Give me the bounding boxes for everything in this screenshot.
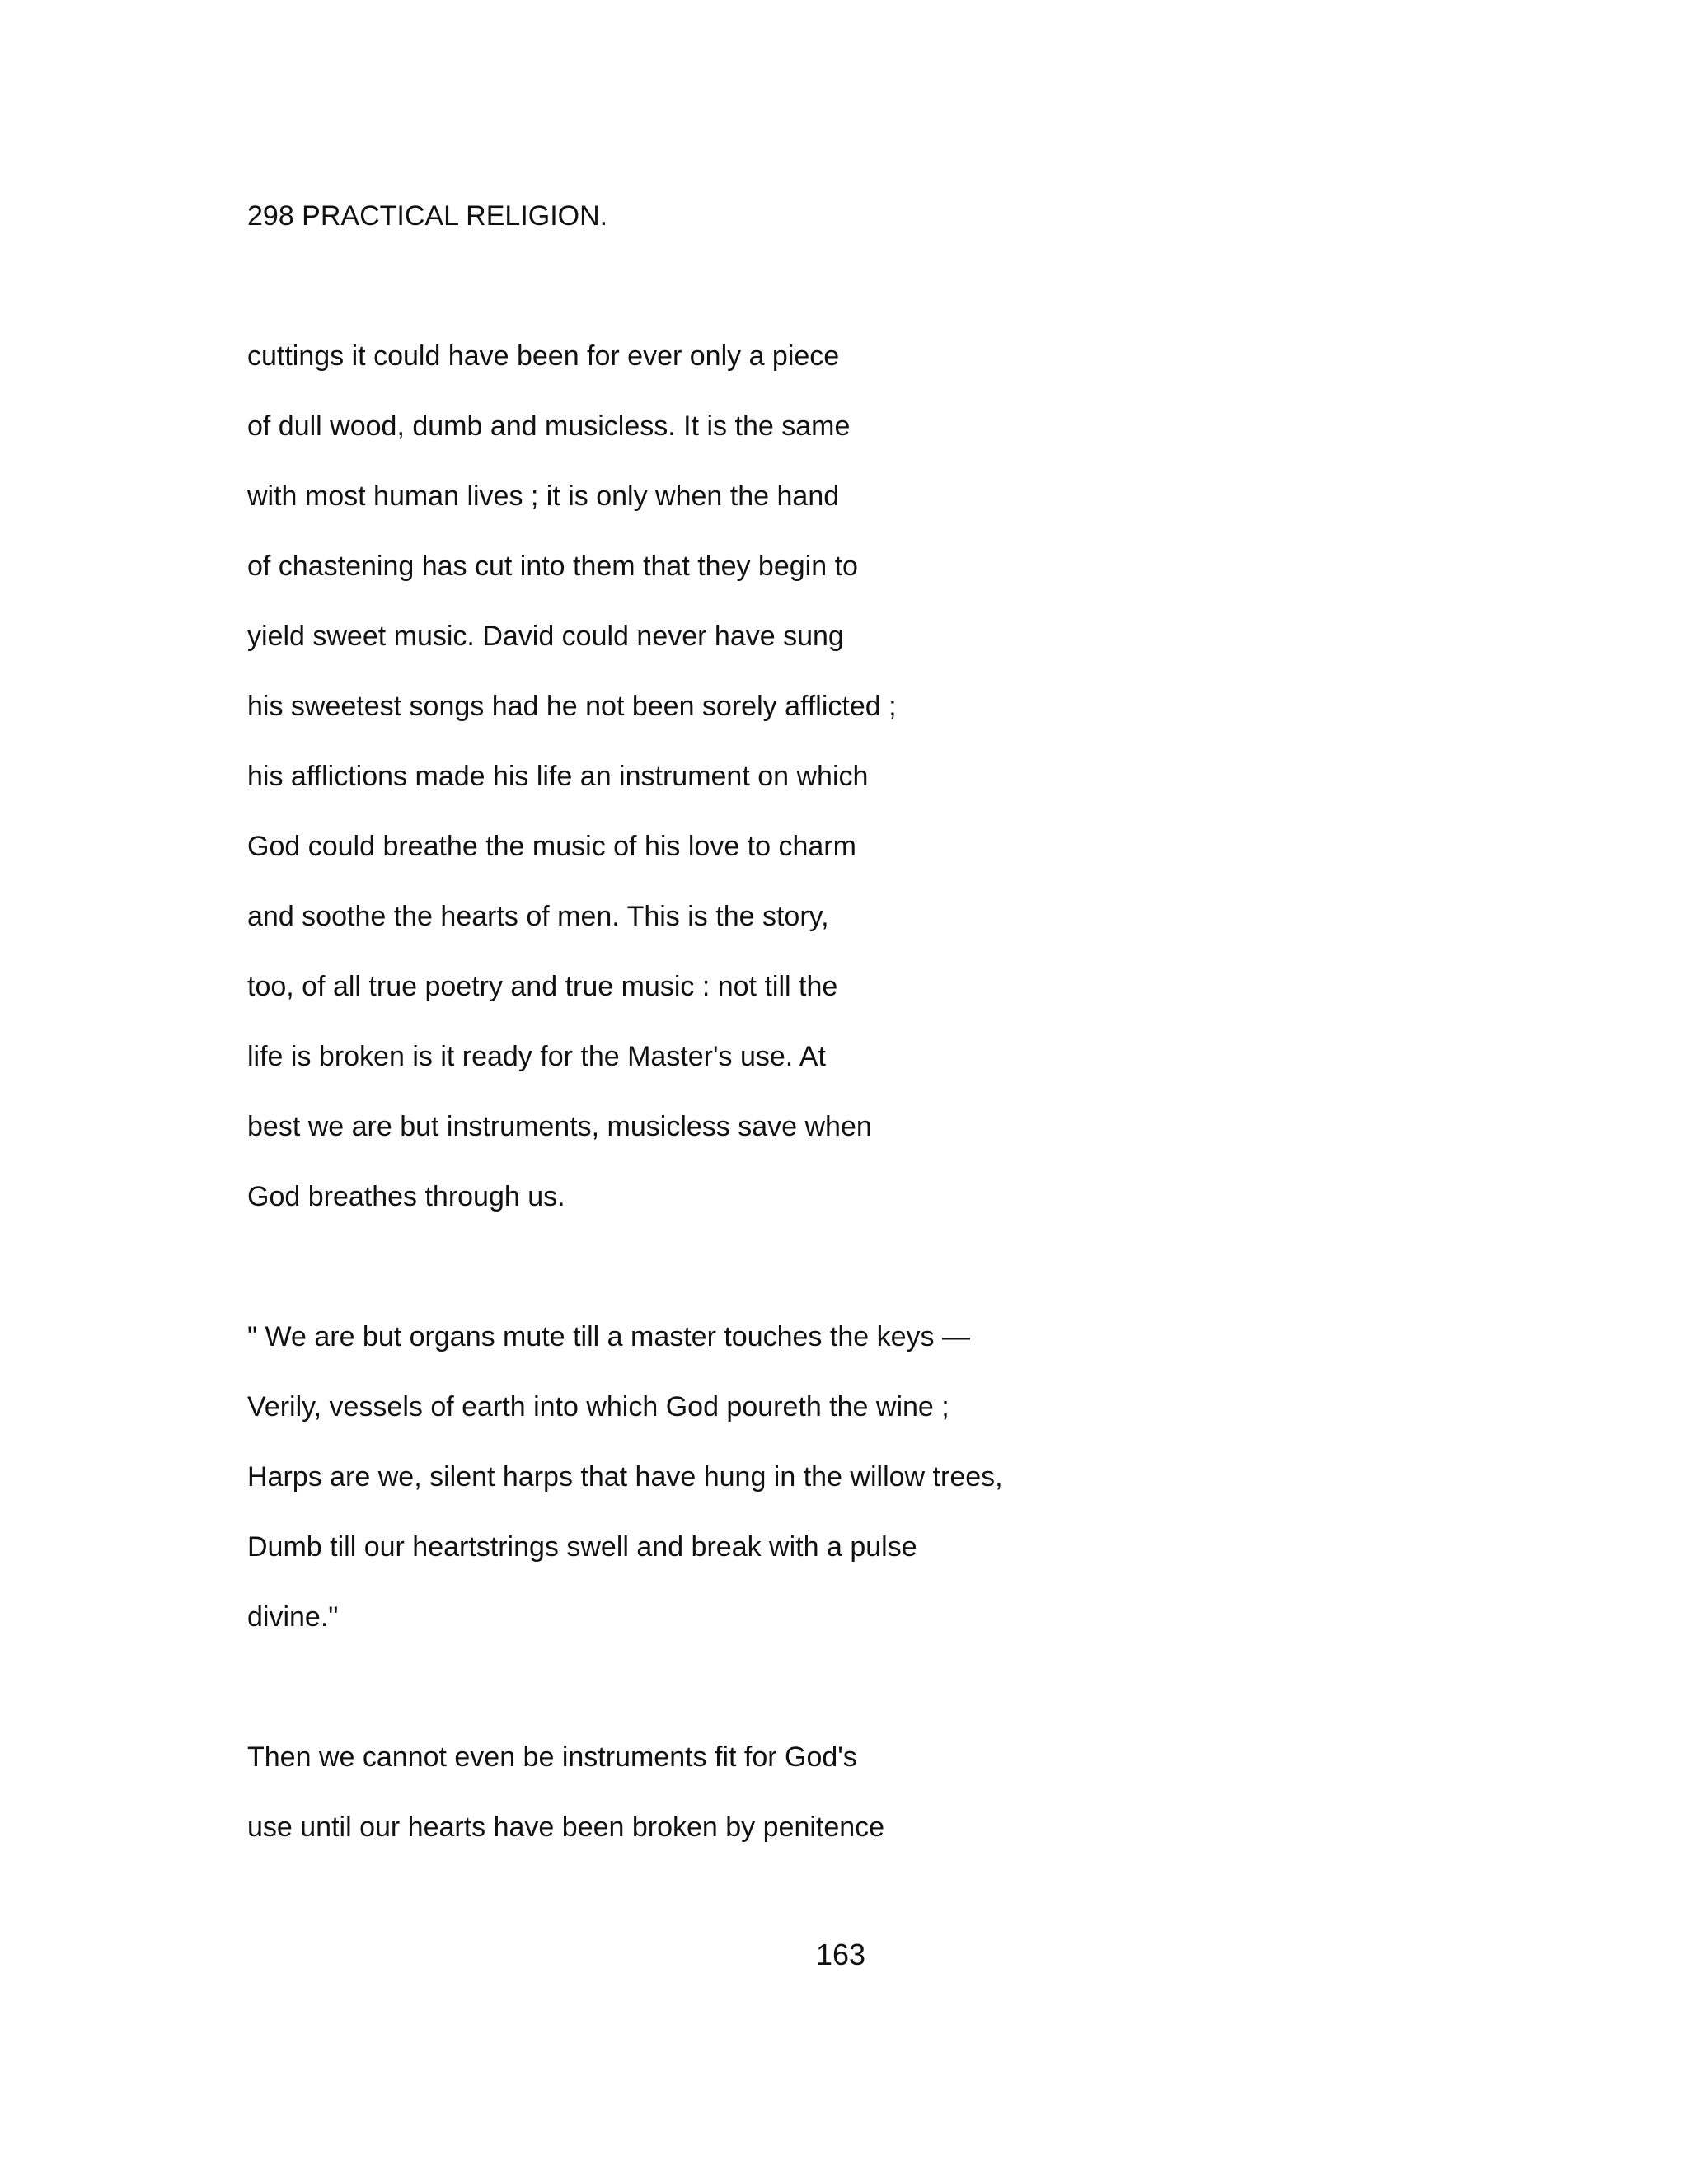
text-line: his sweetest songs had he not been sorely afflicted ;: [247, 691, 897, 722]
poem-line: Verily, vessels of earth into which God poureth the wine ;: [247, 1391, 950, 1422]
text-line: Then we cannot even be instruments fit for God's: [247, 1741, 857, 1773]
poem-line: Dumb till our heartstrings swell and break with a pulse: [247, 1531, 917, 1563]
page-number: 163: [815, 1938, 866, 1971]
text-line: best we are but instruments, musicless save when: [247, 1111, 872, 1142]
poem-line: Harps are we, silent harps that have hung in the willow trees,: [247, 1461, 1003, 1493]
text-line: use until our hearts have been broken by penitence: [247, 1811, 885, 1843]
text-line: life is broken is it ready for the Master's use. At: [247, 1041, 826, 1072]
running-header: 298 PRACTICAL RELIGION.: [247, 200, 608, 232]
text-line: with most human lives ; it is only when the hand: [247, 480, 840, 512]
text-line: yield sweet music. David could never have sung: [247, 621, 844, 652]
text-line: God could breathe the music of his love to charm: [247, 831, 856, 862]
text-line: and soothe the hearts of men. This is the story,: [247, 901, 829, 932]
poem-line: divine.": [247, 1601, 339, 1633]
poem-line: " We are but organs mute till a master touches the keys —: [247, 1321, 970, 1352]
text-line: of chastening has cut into them that they begin to: [247, 551, 858, 582]
text-line: God breathes through us.: [247, 1181, 565, 1212]
text-line: of dull wood, dumb and musicless. It is the same: [247, 410, 851, 442]
text-line: cuttings it could have been for ever only a piece: [247, 340, 840, 372]
text-line: his afflictions made his life an instrument on which: [247, 761, 869, 792]
text-line: too, of all true poetry and true music : not till the: [247, 971, 838, 1002]
